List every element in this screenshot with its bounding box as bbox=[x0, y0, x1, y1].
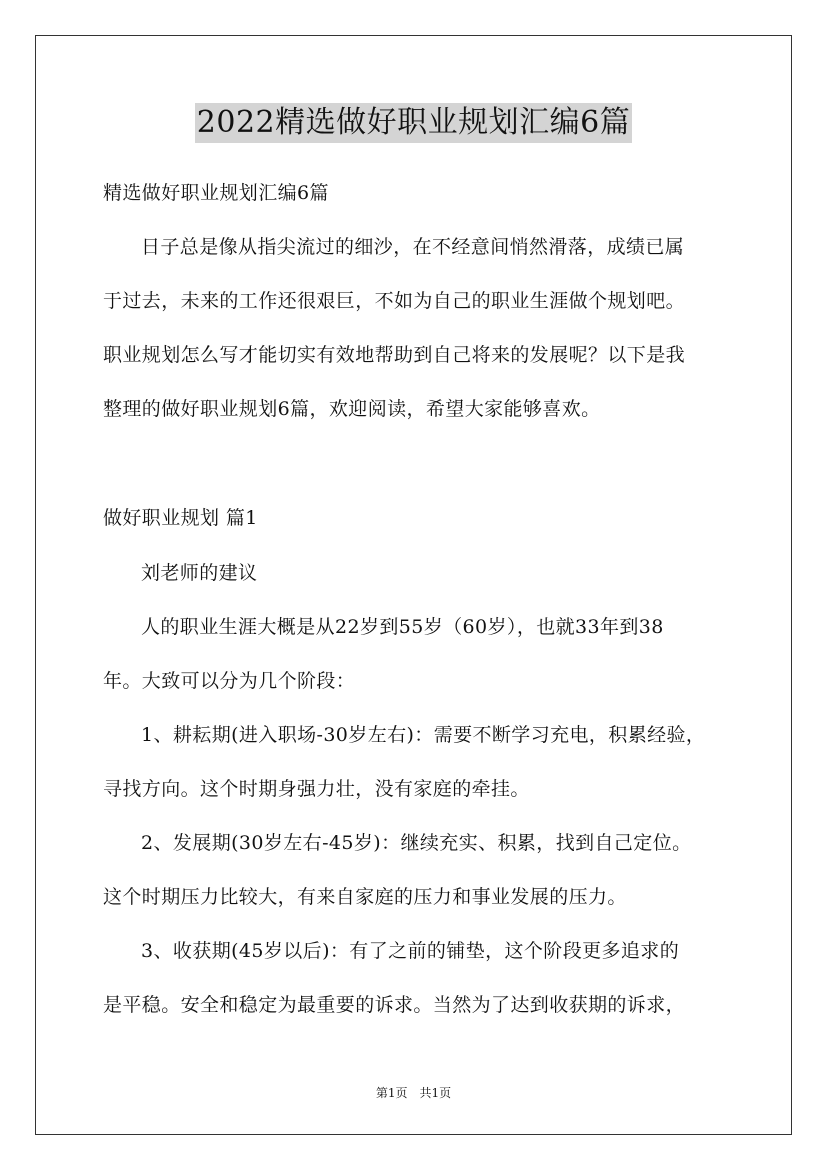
title-container bbox=[0, 103, 827, 143]
paragraph-line: 是平稳。安全和稳定为最重要的诉求。当然为了达到收获期的诉求， bbox=[103, 994, 686, 1016]
document-title: 2022精选做好职业规划汇编6篇 bbox=[195, 103, 632, 143]
paragraph-line: 于过去，未来的工作还很艰巨，不如为自己的职业生涯做个规划吧。 bbox=[103, 290, 686, 312]
subtitle-line: 精选做好职业规划汇编6篇 bbox=[103, 182, 329, 204]
paragraph-line: 年。大致可以分为几个阶段： bbox=[103, 670, 356, 692]
section-heading: 做好职业规划 篇1 bbox=[103, 507, 258, 529]
paragraph-line: 职业规划怎么写才能切实有效地帮助到自己将来的发展呢？以下是我 bbox=[103, 344, 686, 366]
paragraph-line: 3、收获期(45岁以后)：有了之前的铺垫，这个阶段更多追求的 bbox=[141, 940, 680, 962]
paragraph-line: 寻找方向。这个时期身强力壮，没有家庭的牵挂。 bbox=[103, 778, 530, 800]
page-number-footer: 第1页 共1页 bbox=[375, 1086, 452, 1100]
paragraph-line: 这个时期压力比较大，有来自家庭的压力和事业发展的压力。 bbox=[103, 886, 627, 908]
paragraph-line: 人的职业生涯大概是从22岁到55岁（60岁），也就33年到38 bbox=[141, 616, 664, 638]
paragraph-line: 1、耕耘期(进入职场-30岁左右)：需要不断学习充电，积累经验， bbox=[141, 724, 706, 746]
paragraph-line: 日子总是像从指尖流过的细沙，在不经意间悄然滑落，成绩已属 bbox=[141, 236, 685, 258]
paragraph-line: 刘老师的建议 bbox=[141, 562, 258, 584]
paragraph-line: 2、发展期(30岁左右-45岁)：继续充实、积累，找到自己定位。 bbox=[141, 832, 692, 854]
paragraph-line: 整理的做好职业规划6篇，欢迎阅读，希望大家能够喜欢。 bbox=[103, 398, 601, 420]
